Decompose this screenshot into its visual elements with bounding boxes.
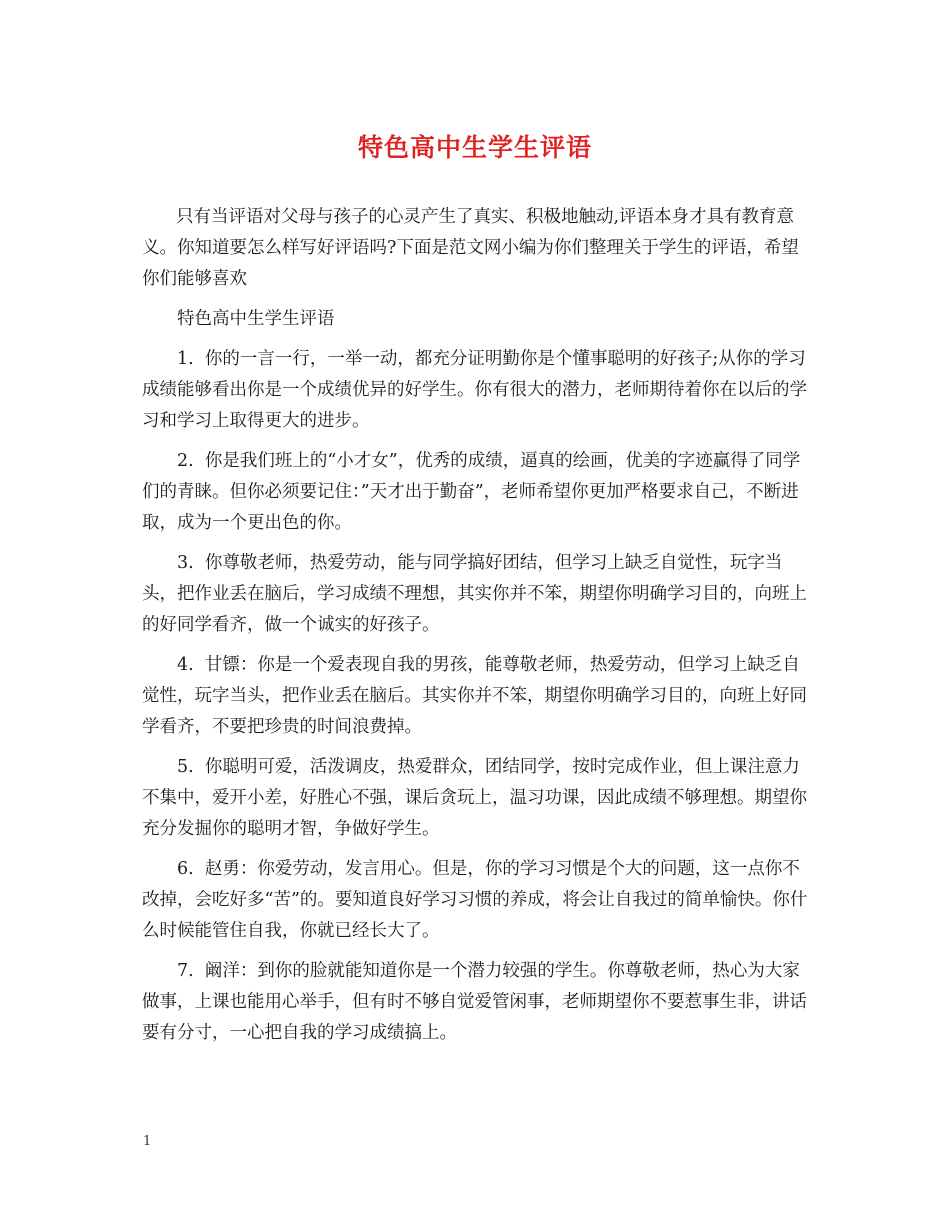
comment-item <box>142 446 814 539</box>
section-subheading: 特色高中生学生评语 <box>177 309 335 329</box>
item-number: 7. <box>177 961 194 981</box>
item-number: 4. <box>177 655 194 675</box>
item-number: 5. <box>177 757 194 777</box>
item-text: 你尊敬老师，热爱劳动，能与同学搞好团结，但学习上缺乏自觉性，玩字当头，把作业丢在脑后，学习成绩不理想，其实你并不笨，期望你明确学习目的，向班上的好同学看齐，做一个诚实的好孩子。 <box>142 553 807 635</box>
document-title: 特色高中生学生评语 <box>357 133 592 162</box>
item-text: 你是我们班上的“小才女”，优秀的成绩，逼真的绘画，优美的字迹赢得了同学们的青睐。但你必须要记住：”天才出于勤奋”，老师希望你更加严格要求自己，不断进取，成为一个更出色的你。 <box>142 451 801 533</box>
item-text: 你聪明可爱，活泼调皮，热爱群众，团结同学，按时完成作业，但上课注意力不集中，爱开小差，好胜心不强，课后贪玩上，温习功课，因此成绩不够理想。期望你充分发掘你的聪明才智，争做好学生。 <box>142 757 807 839</box>
comment-item <box>142 650 814 743</box>
item-text: 阚洋：到你的脸就能知道你是一个潜力较强的学生。你尊敬老师，热心为大家做事，上课也能用心举手，但有时不够自觉爱管闲事，老师期望你不要惹事生非，讲话要有分寸，一心把自我的学习成绩搞上。 <box>142 961 807 1043</box>
document-body <box>142 202 814 1058</box>
comment-item <box>142 854 814 947</box>
item-number: 3. <box>177 553 194 573</box>
item-text: 甘镖：你是一个爱表现自我的男孩，能尊敬老师，热爱劳动，但学习上缺乏自觉性，玩字当头，把作业丢在脑后。其实你并不笨，期望你明确学习目的，向班上好同学看齐，不要把珍贵的时间浪费掉。 <box>142 655 807 737</box>
comment-item <box>142 344 814 437</box>
comment-item <box>142 956 814 1049</box>
page-number: 1 <box>143 1134 152 1149</box>
item-text: 赵勇：你爱劳动，发言用心。但是，你的学习习惯是个大的问题，这一点你不改掉，会吃好多“苦”的。要知道良好学习习惯的养成，将会让自我过的简单愉快。你什么时候能管住自我，你就已经长大了。 <box>142 859 808 941</box>
item-number: 6. <box>177 859 194 879</box>
item-number: 2. <box>177 451 194 471</box>
comment-item <box>142 548 814 641</box>
item-text: 你的一言一行，一举一动，都充分证明勤你是个懂事聪明的好孩子;从你的学习成绩能够看出你是一个成绩优异的好学生。你有很大的潜力，老师期待着你在以后的学习和学习上取得更大的进步。 <box>142 349 807 431</box>
item-number: 1. <box>177 349 194 369</box>
comment-item <box>142 752 814 845</box>
intro-paragraph: 只有当评语对父母与孩子的心灵产生了真实、积极地触动,评语本身才具有教育意义。你知道要怎么样写好评语吗?下面是范文网小编为你们整理关于学生的评语，希望你们能够喜欢 <box>142 207 799 289</box>
